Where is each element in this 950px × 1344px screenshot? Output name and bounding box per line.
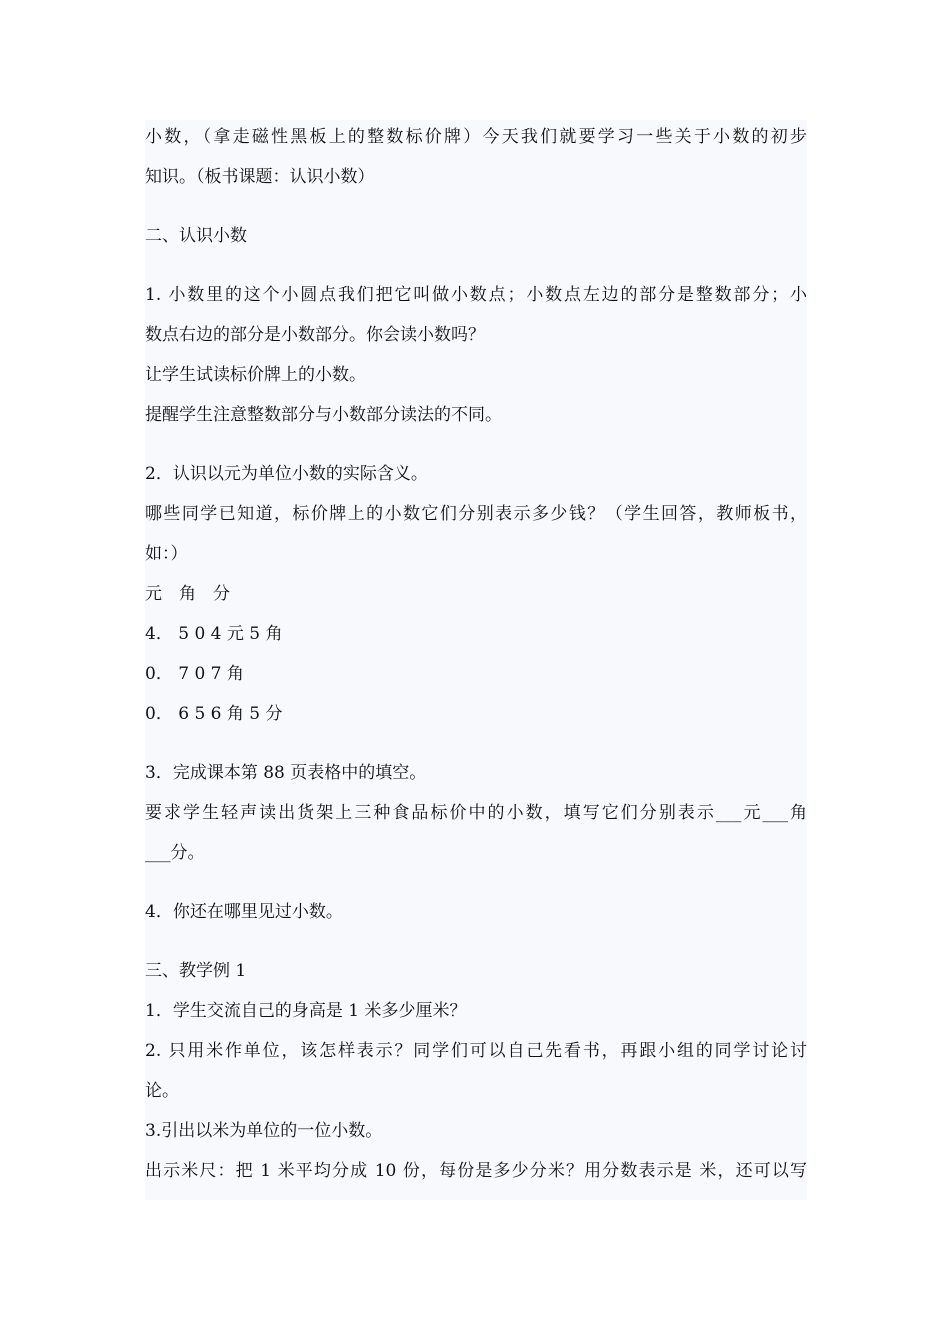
text-line: 哪些同学已知道，标价牌上的小数它们分别表示多少钱？（学生回答，教师板书， xyxy=(145,504,807,524)
text-line: 元 角 分 xyxy=(145,584,230,604)
text-line: 小数，（拿走磁性黑板上的整数标价牌）今天我们就要学习一些关于小数的初步 xyxy=(145,127,807,147)
text-line: 0． 6 5 6 角 5 分 xyxy=(145,704,283,724)
text-line: 要求学生轻声读出货架上三种食品标价中的小数，填写它们分别表示___元___角 xyxy=(145,803,807,823)
text-line: 论。 xyxy=(145,1081,179,1101)
text-line: 3.引出以米为单位的一位小数。 xyxy=(145,1121,383,1141)
text-line: 提醒学生注意整数部分与小数部分读法的不同。 xyxy=(145,405,502,425)
text-line: 让学生试读标价牌上的小数。 xyxy=(145,365,366,385)
section-heading: 二、认识小数 xyxy=(145,226,247,246)
text-area xyxy=(145,120,807,1200)
text-line: 3．完成课本第 88 页表格中的填空。 xyxy=(145,763,427,783)
text-line: 知识。（板书课题：认识小数） xyxy=(145,167,375,187)
text-line: 2. 只用米作单位，该怎样表示？同学们可以自己先看书，再跟小组的同学讨论讨 xyxy=(145,1041,807,1061)
text-line: 如：） xyxy=(145,544,188,564)
text-line: 数点右边的部分是小数部分。你会读小数吗？ xyxy=(145,325,485,345)
text-line: 2．认识以元为单位小数的实际含义。 xyxy=(145,464,428,484)
text-line: ___分。 xyxy=(145,843,205,863)
text-line: 4．你还在哪里见过小数。 xyxy=(145,902,343,922)
section-heading: 三、教学例 1 xyxy=(145,961,247,981)
text-line: 出示米尺：把 1 米平均分成 10 份，每份是多少分米？用分数表示是 米，还可以写 xyxy=(145,1161,807,1181)
text-line: 4． 5 0 4 元 5 角 xyxy=(145,624,283,644)
text-line: 1. 小数里的这个小圆点我们把它叫做小数点；小数点左边的部分是整数部分；小 xyxy=(145,285,807,305)
text-line: 0． 7 0 7 角 xyxy=(145,664,244,684)
text-line: 1．学生交流自己的身高是 1 米多少厘米？ xyxy=(145,1001,467,1021)
